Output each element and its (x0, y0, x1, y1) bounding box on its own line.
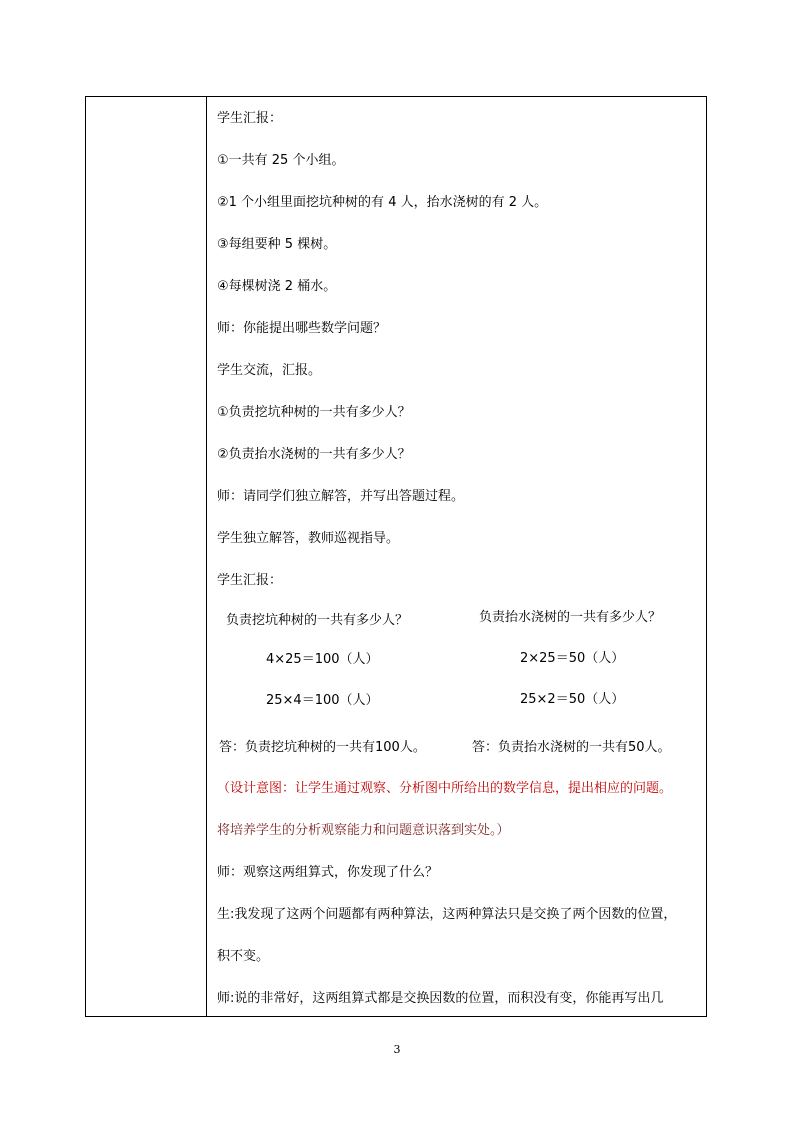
teacher-observe: 师：观察这两组算式，你发现了什么？ (217, 865, 439, 880)
info-item-3: ③每组要种 5 棵树。 (217, 237, 337, 252)
student-report-heading-2: 学生汇报： (217, 573, 283, 588)
info-item-4: ④每棵树浇 2 桶水。 (217, 279, 337, 294)
design-note-line-1: （设计意图：让学生通过观察、分析图中所给出的数学信息，提出相应的问题。 (217, 781, 673, 796)
right-equation-2: 25×2＝50（人） (520, 692, 625, 707)
student-exchange: 学生交流，汇报。 (217, 363, 322, 378)
design-note-line-2: 将培养学生的分析观察能力和问题意识落到实处。） (217, 823, 510, 838)
student-answer-line-1: 生:我发现了这两个问题都有两种算法，这两种算法只是交换了两个因数的位置， (217, 907, 677, 922)
teacher-instruction: 师：请同学们独立解答，并写出答题过程。 (217, 489, 465, 504)
column-divider (206, 96, 207, 1017)
info-item-1: ①一共有 25 个小组。 (217, 153, 345, 168)
question-1: ①负责挖坑种树的一共有多少人？ (217, 405, 411, 420)
teacher-praise: 师:说的非常好，这两组算式都是交换因数的位置，而积没有变，你能再写出几 (217, 991, 664, 1006)
student-answer-line-2: 积不变。 (217, 949, 270, 964)
right-equation-1: 2×25＝50（人） (520, 651, 625, 666)
right-question: 负责抬水浇树的一共有多少人？ (479, 610, 662, 625)
left-equation-2: 25×4＝100（人） (266, 693, 379, 708)
left-question: 负责挖坑种树的一共有多少人？ (226, 613, 409, 628)
student-report-heading: 学生汇报： (217, 111, 283, 126)
right-answer: 答：负责抬水浇树的一共有50人。 (472, 740, 671, 755)
teacher-question: 师：你能提出哪些数学问题？ (217, 321, 387, 336)
page-number: 3 (393, 1043, 401, 1056)
info-item-2: ②1 个小组里面挖坑种树的有 4 人，抬水浇树的有 2 人。 (217, 195, 548, 210)
left-answer: 答：负责挖坑种树的一共有100人。 (219, 740, 426, 755)
left-equation-1: 4×25＝100（人） (266, 652, 379, 667)
question-2: ②负责抬水浇树的一共有多少人？ (217, 447, 411, 462)
student-solve: 学生独立解答，教师巡视指导。 (217, 531, 400, 546)
